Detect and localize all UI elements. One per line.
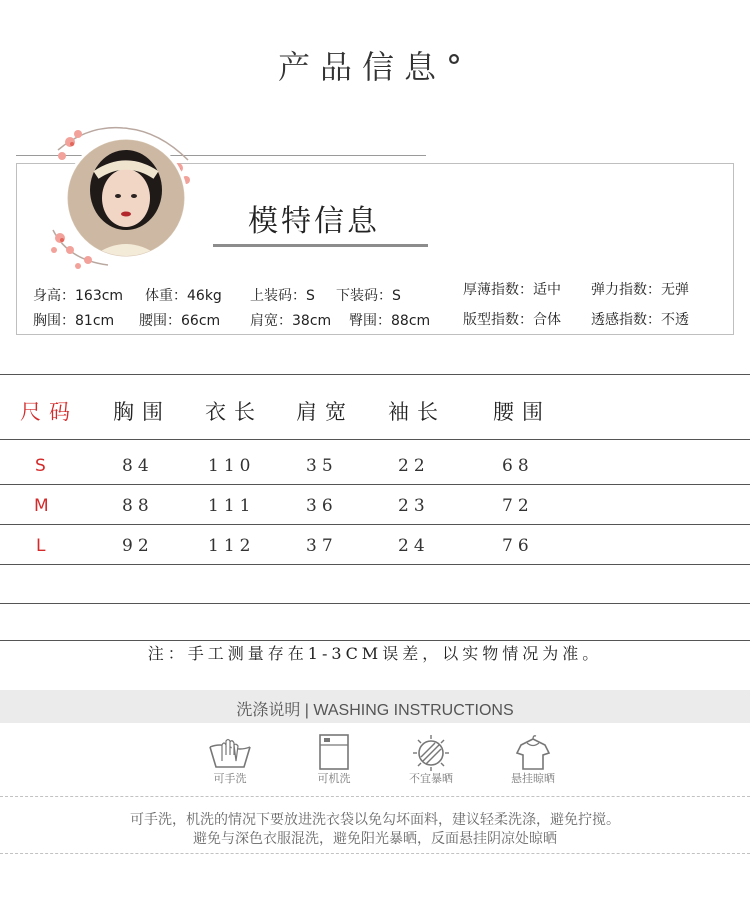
header-shoulder: 肩宽 xyxy=(296,400,354,424)
hang-dry-label: 悬挂晾晒 xyxy=(511,772,555,785)
stat-bottom-size: 下装码：S xyxy=(336,288,401,304)
table-cell: 92 xyxy=(122,536,154,556)
washing-description-line2: 避免与深色衣服混洗，避免阳光暴晒，反面悬挂阴凉处晾晒 xyxy=(193,831,557,847)
table-cell: 68 xyxy=(502,456,534,476)
washing-title: 洗涤说明 | WASHING INSTRUCTIONS xyxy=(236,702,514,719)
table-row-line xyxy=(0,524,750,525)
stat-thickness: 厚薄指数：适中 xyxy=(463,282,561,298)
model-info-title: 模特信息 xyxy=(248,204,380,239)
measurement-note: 注：手工测量存在1-3CM误差，以实物情况为准。 xyxy=(147,644,603,663)
table-cell: 22 xyxy=(398,456,430,476)
stat-height: 身高：163cm xyxy=(33,288,124,304)
table-cell: 88 xyxy=(122,496,154,516)
stat-transparency: 透感指数：不透 xyxy=(591,312,689,328)
stat-shoulder: 肩宽：38cm xyxy=(250,313,332,329)
table-cell: 24 xyxy=(398,536,430,556)
table-cell: 35 xyxy=(306,456,338,476)
stat-fit: 版型指数：合体 xyxy=(463,312,561,328)
hand-wash-label: 可手洗 xyxy=(213,772,247,785)
table-cell: 72 xyxy=(502,496,534,516)
header-size: 尺码 xyxy=(20,400,78,424)
hand-wash-icon xyxy=(200,733,260,773)
hang-dry-icon xyxy=(503,733,563,773)
dotted-divider xyxy=(0,853,750,854)
header-length: 衣长 xyxy=(205,400,263,424)
table-cell: 23 xyxy=(398,496,430,516)
model-avatar xyxy=(48,120,198,270)
table-cell: 37 xyxy=(306,536,338,556)
machine-wash-icon xyxy=(304,733,364,773)
stat-hip: 臀围：88cm xyxy=(349,313,431,329)
stat-weight: 体重：46kg xyxy=(145,288,222,304)
table-row-line xyxy=(0,603,750,604)
washing-description-line1: 可手洗，机洗的情况下要放进洗衣袋以免勾坏面料，建议轻柔洗涤，避免拧搅。 xyxy=(130,812,620,828)
table-top-line xyxy=(0,374,750,375)
table-header-line xyxy=(0,439,750,440)
table-row-size: S xyxy=(35,456,46,476)
table-cell: 84 xyxy=(122,456,154,476)
table-row-size: M xyxy=(34,496,49,516)
no-sun-label: 不宜暴晒 xyxy=(409,772,453,785)
page-title: 产品信息° xyxy=(277,48,472,86)
table-row-line xyxy=(0,564,750,565)
table-cell: 111 xyxy=(208,496,256,516)
no-sun-icon xyxy=(401,733,461,773)
machine-wash-label: 可机洗 xyxy=(317,772,351,785)
stat-waist: 腰围：66cm xyxy=(139,313,221,329)
table-cell: 110 xyxy=(208,456,256,476)
header-sleeve: 袖长 xyxy=(388,400,446,424)
header-waist: 腰围 xyxy=(493,400,551,424)
table-row-size: L xyxy=(36,536,46,556)
table-cell: 112 xyxy=(208,536,256,556)
table-cell: 36 xyxy=(306,496,338,516)
model-title-underline xyxy=(213,244,428,247)
stat-top-size: 上装码：S xyxy=(250,288,315,304)
table-row-line xyxy=(0,484,750,485)
header-chest: 胸围 xyxy=(113,400,171,424)
stat-elasticity: 弹力指数：无弹 xyxy=(591,282,689,298)
table-cell: 76 xyxy=(502,536,534,556)
dotted-divider xyxy=(0,796,750,797)
stat-chest: 胸围：81cm xyxy=(33,313,115,329)
